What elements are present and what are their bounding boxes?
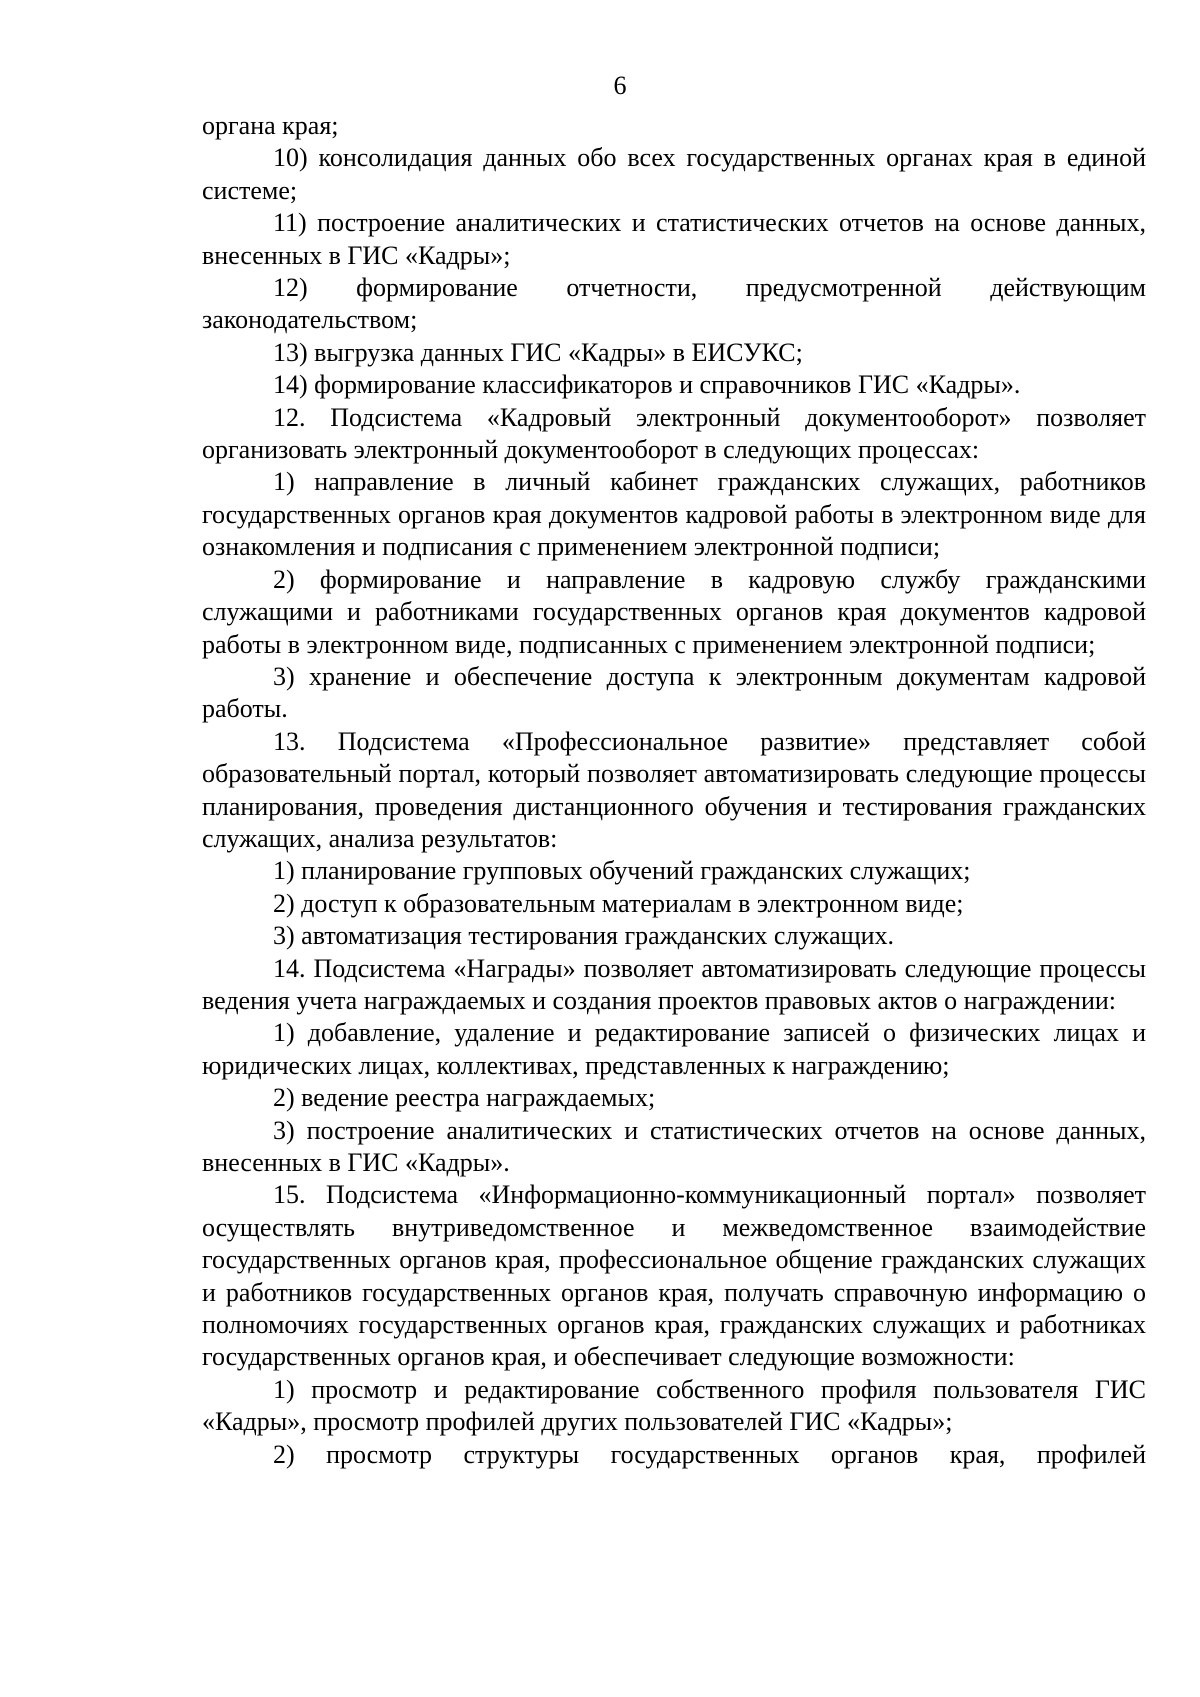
section-12-item-1: 1) направление в личный кабинет гражданских служащих, работников государственных органов края документов кадровой работы в электронном виде для ознакомления и подписания с применением электронной подписи; (202, 467, 1146, 562)
document-body (202, 110, 1146, 1471)
section-15-item-2: 2) просмотр структуры государственных органов края, профилей (273, 1439, 1146, 1469)
section-14-item-3: 3) построение аналитических и статистических отчетов на основе данных, внесенных в ГИС «Кадры». (202, 1115, 1146, 1177)
section-13-item-2: 2) доступ к образовательным материалам в электронном виде; (273, 888, 964, 918)
section-13-item-3: 3) автоматизация тестирования гражданских служащих. (273, 921, 895, 951)
section-14-item-1: 1) добавление, удаление и редактирование записей о физических лицах и юридических лицах, коллективах, представленных к награждению; (202, 1018, 1146, 1080)
section-15-paragraph: 15. Подсистема «Информационно-коммуникационный портал» позволяет осуществлять внутриведомственное и межведомственное взаимодействие государственных органов края, профессиональное общение гражданских служащих и работников государственных органов края, получать справочную информацию о полномочиях государственных органов края, гражданских служащих и работниках государственных органов края, и обеспечивает следующие возможности: (202, 1180, 1146, 1372)
section-14-paragraph: 14. Подсистема «Награды» позволяет автоматизировать следующие процессы ведения учета награждаемых и создания проектов правовых актов о награждении: (202, 953, 1146, 1015)
paragraph-continuation: органа края; (202, 111, 339, 140)
section-13-item-1: 1) планирование групповых обучений гражданских служащих; (273, 856, 971, 886)
section-12-item-2: 2) формирование и направление в кадровую службу гражданскими служащими и работниками государственных органов края документов кадровой работы в электронном виде, подписанных с применением электронной подписи; (202, 564, 1146, 659)
list-item-14: 14) формирование классификаторов и справочников ГИС «Кадры». (273, 370, 1021, 400)
section-12-item-3: 3) хранение и обеспечение доступа к электронным документам кадровой работы. (202, 661, 1146, 724)
list-item-11: 11) построение аналитических и статистических отчетов на основе данных, внесенных в ГИС «Кадры»; (202, 208, 1146, 270)
page-number: 6 (613, 71, 627, 100)
section-15-item-1: 1) просмотр и редактирование собственного профиля пользователя ГИС «Кадры», просмотр профилей других пользователей ГИС «Кадры»; (202, 1374, 1146, 1437)
section-14-item-2: 2) ведение реестра награждаемых; (273, 1083, 656, 1113)
section-12-paragraph: 12. Подсистема «Кадровый электронный документооборот» позволяет организовать электронный документооборот в следующих процессах: (202, 402, 1146, 465)
list-item-13: 13) выгрузка данных ГИС «Кадры» в ЕИСУКС; (273, 337, 803, 367)
list-item-10: 10) консолидация данных обо всех государственных органах края в единой системе; (202, 143, 1146, 205)
list-item-12: 12) формирование отчетности, предусмотренной действующим законодательством; (202, 273, 1146, 335)
section-13-paragraph: 13. Подсистема «Профессиональное развитие» представляет собой образовательный портал, который позволяет автоматизировать следующие процессы планирования, проведения дистанционного обучения и тестирования гражданских служащих, анализа результатов: (202, 726, 1146, 853)
